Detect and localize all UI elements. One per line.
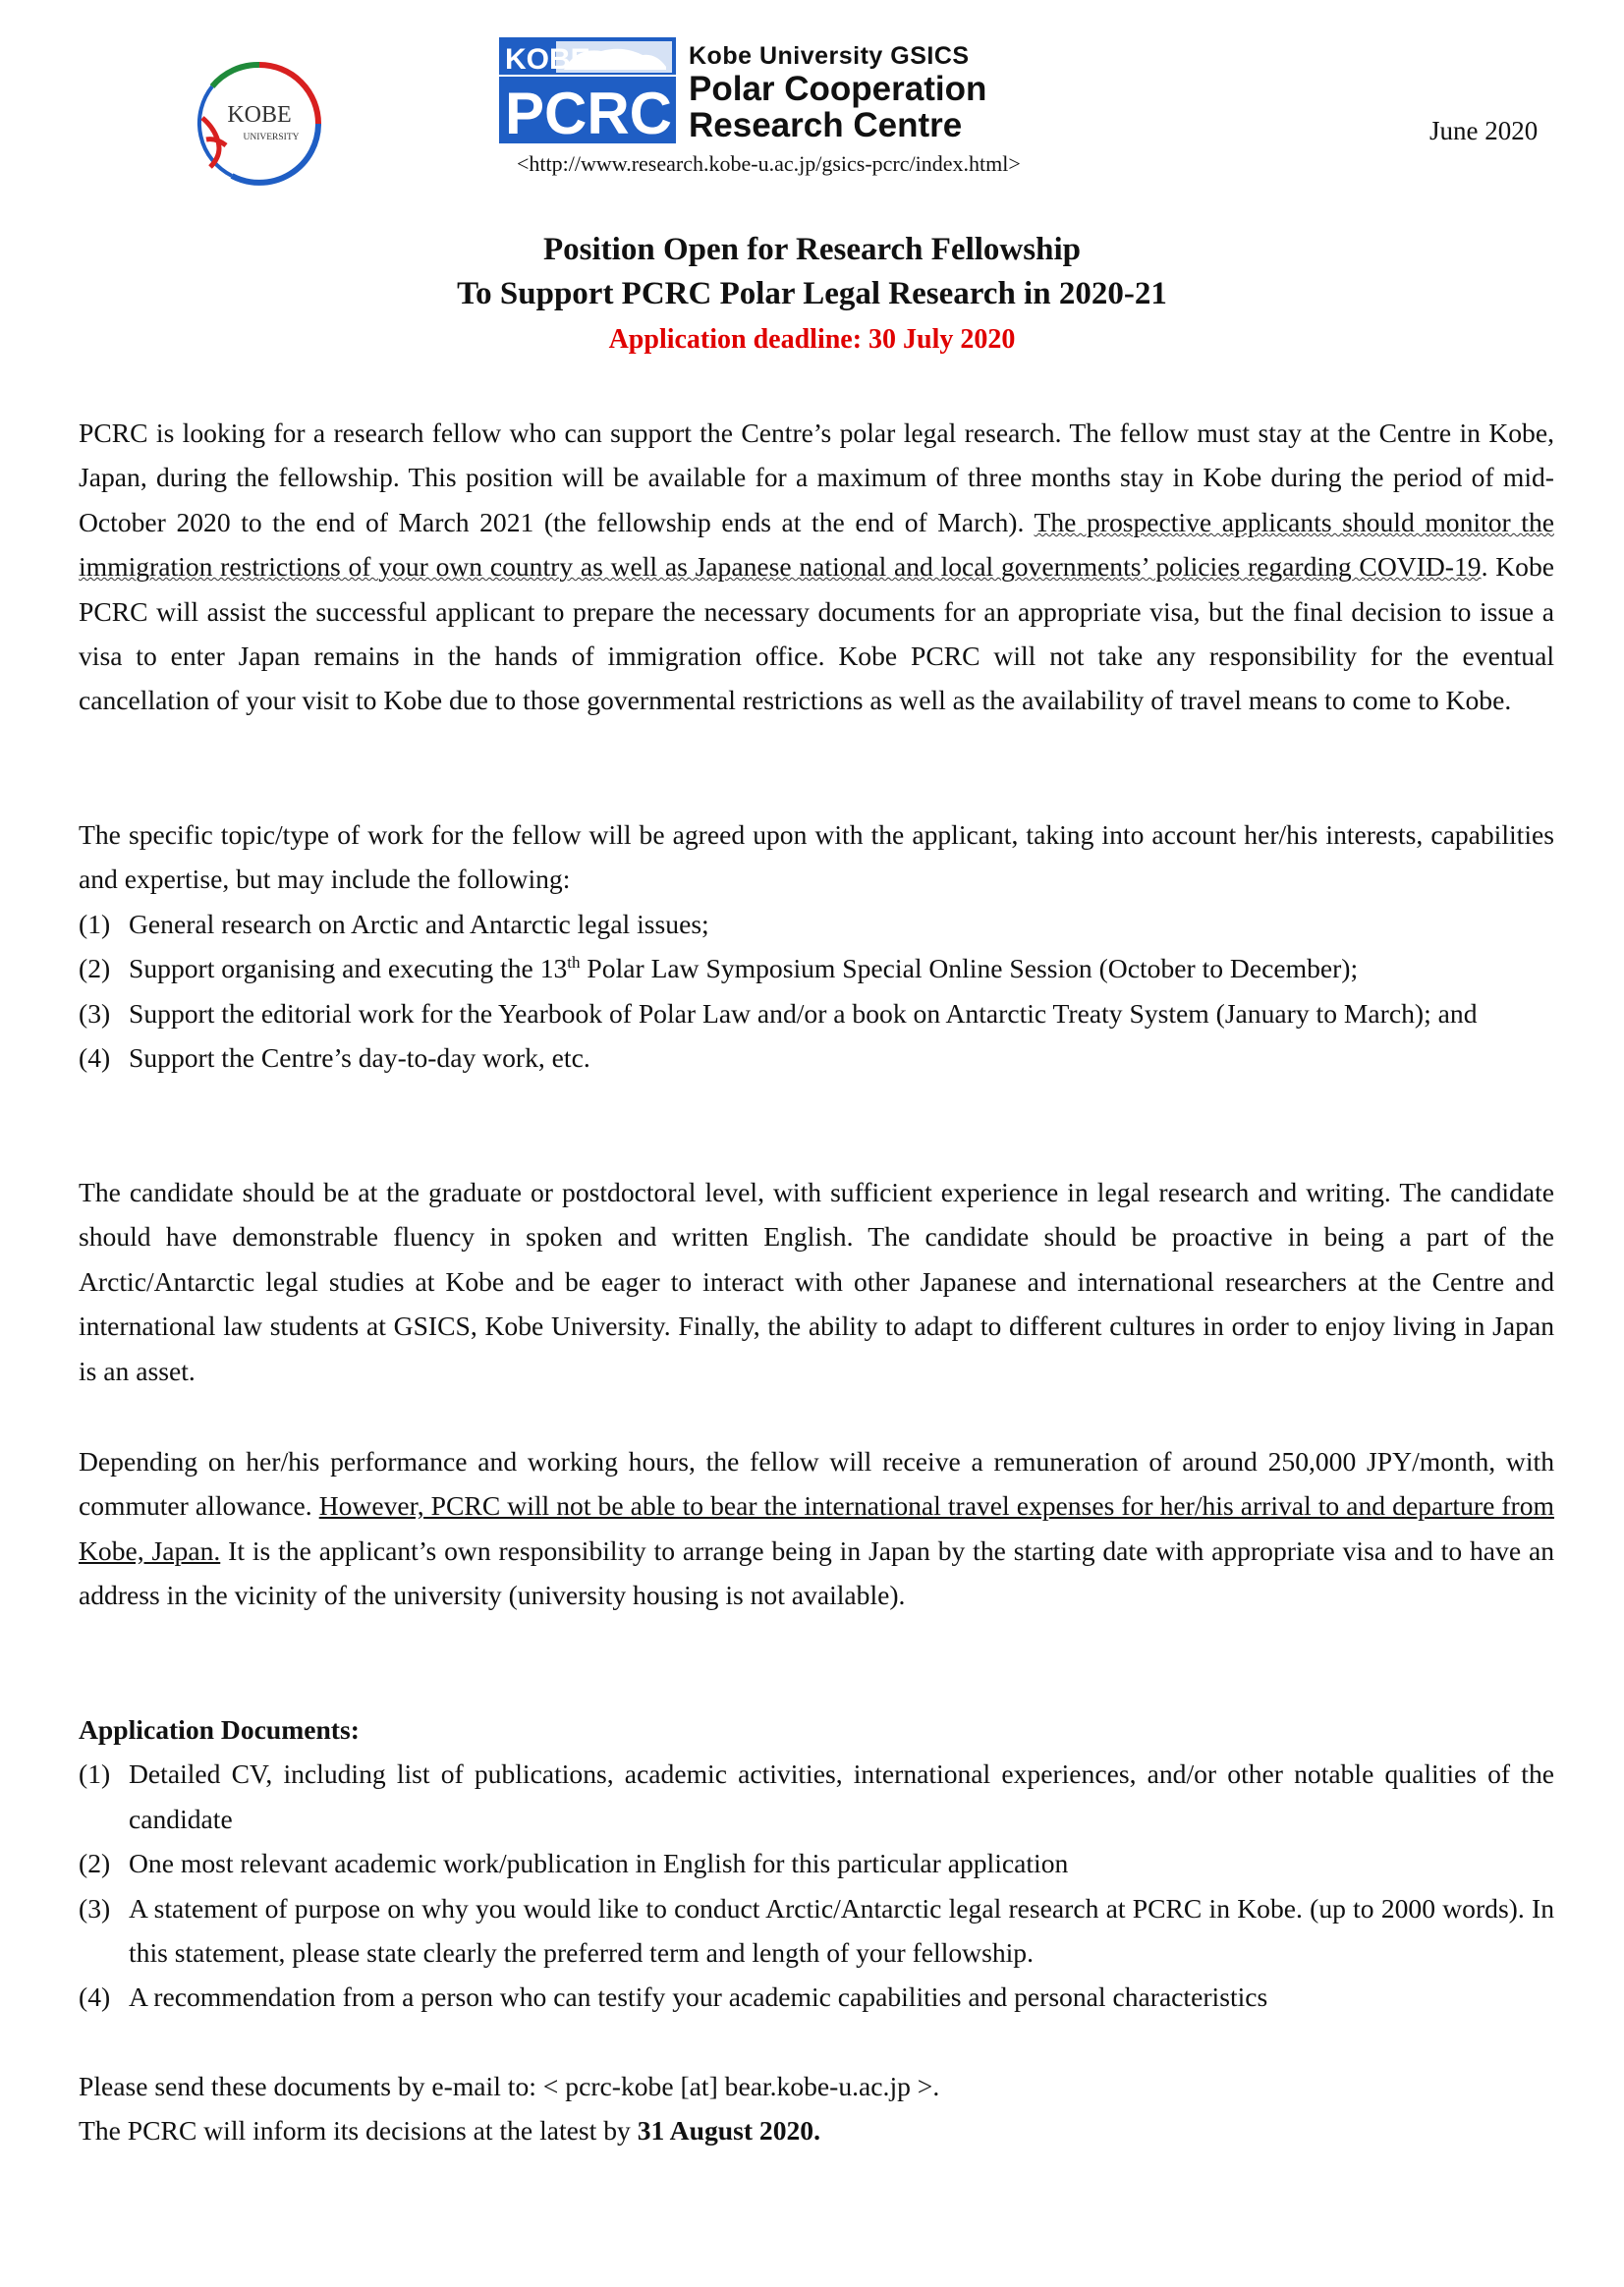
list-item-number: (2) (79, 953, 111, 984)
list-item (79, 1752, 1554, 1841)
application-documents-list (79, 1752, 1554, 2019)
list-item (79, 1035, 1554, 1080)
application-deadline: Application deadline: 30 July 2020 (608, 324, 1016, 355)
list-item-text: Detailed CV, including list of publications, academic activities, international experiences, and/or other notable qualities of the candidate (129, 1758, 1554, 1834)
list-item-text: Support organising and executing the 13 (129, 953, 568, 984)
pcrc-logo (499, 37, 676, 143)
list-item-text: A statement of purpose on why you would like to conduct Arctic/Antarctic legal research at PCRC in Kobe. (up to 2000 words). In this statement, please state clearly the preferred term and length of your fellowship. (129, 1892, 1554, 1969)
list-item (79, 1886, 1554, 1976)
covid-notice: The prospective applicants should monitor the immigration restrictions of your own country as well as Japanese national and local governments’ policies regarding COVID-19 (79, 506, 1554, 583)
application-documents-section (79, 1707, 1554, 2020)
list-item (79, 991, 1554, 1035)
application-documents-heading: Application Documents: (79, 1714, 360, 1745)
pcrc-url: <http://www.research.kobe-u.ac.jp/gsics-pcrc/index.html> (517, 151, 1021, 176)
document-date: June 2020 (1429, 116, 1539, 145)
org-subtitle: Kobe University GSICS (689, 42, 970, 70)
paragraph-intro (79, 411, 1554, 723)
list-item-text: Support the Centre’s day-to-day work, etc. (129, 1042, 590, 1074)
paragraph-work-topics (79, 812, 1554, 1080)
list-item-number: (2) (79, 1848, 111, 1879)
org-name-line1: Polar Cooperation (689, 70, 987, 108)
kobe-logo-text: KOBE (227, 102, 292, 128)
list-item (79, 1841, 1554, 1885)
decision-date: 31 August 2020. (637, 2115, 821, 2147)
list-item-number: (1) (79, 1758, 111, 1790)
kobe-university-logo (193, 57, 326, 191)
list-item-number: (3) (79, 1892, 111, 1924)
list-item-text: Support the editorial work for the Yearbook of Polar Law and/or a book on Antarctic Treaty System (January to March); and (129, 997, 1478, 1029)
decision-notice (79, 2108, 1554, 2152)
list-item-text: General research on Arctic and Antarctic legal issues; (129, 908, 709, 939)
pcrc-logo-bottom-text: PCRC (505, 81, 673, 143)
title-line2: To Support PCRC Polar Legal Research in 2020-21 (457, 276, 1167, 311)
paragraph-intro-part-a: PCRC is looking for a research fellow who can support the Centre’s polar legal research. The fellow must stay at the Centre in Kobe, Japan, during the fellowship. This position will be available for a maximum of three months stay in Kobe during the period of mid-October 2020 to the end of March 2021 (the fellowship ends at the end of March). (79, 418, 1554, 537)
remuneration-text-end: It is the applicant’s own responsibility to arrange being in Japan by the starting date with appropriate visa and to have an address in the vicinity of the university (university housing is not available). (79, 1534, 1554, 1611)
travel-expense-notice: However, PCRC will not be able to bear the international travel expenses for her/his arrival to and departure from Kobe, Japan. (79, 1490, 1554, 1566)
paragraph-candidate: The candidate should be at the graduate or postdoctoral level, with sufficient experience in legal research and writing. The candidate should have demonstrable fluency in spoken and written English. The candidate should be proactive in being a part of the Arctic/Antarctic legal studies at Kobe and be eager to interact with other Japanese and international researchers at the Centre and international law students at GSICS, Kobe University. Finally, the ability to adapt to different cultures in order to enjoy living in Japan is an asset. (79, 1177, 1554, 1386)
email-instruction: Please send these documents by e-mail to: < pcrc-kobe [at] bear.kobe-u.ac.jp >. (79, 2071, 940, 2101)
list-item-number: (4) (79, 1042, 111, 1074)
list-item-text: One most relevant academic work/publication in English for this particular application (129, 1848, 1069, 1879)
kobe-logo-subtext: UNIVERSITY (243, 133, 300, 142)
pcrc-org-text (689, 41, 986, 143)
list-item-number: (1) (79, 908, 111, 939)
decision-notice-text: The PCRC will inform its decisions at the latest by (79, 2115, 638, 2147)
paragraph-intro-part-c: . Kobe PCRC will assist the successful applicant to prepare the necessary documents for an appropriate visa, but the final decision to issue a visa to enter Japan remains in the hands of immigration office. Kobe PCRC will not take any responsibility for the eventual cancellation of your visit to Kobe due to those governmental restrictions as well as the availability of travel means to come to Kobe. (79, 551, 1554, 716)
list-item-text: A recommendation from a person who can testify your academic capabilities and personal characteristics (129, 1981, 1268, 2013)
closing-section (79, 2064, 1554, 2153)
org-name-line2: Research Centre (689, 106, 963, 144)
paragraph-remuneration (79, 1439, 1554, 1618)
list-item-text: Polar Law Symposium Special Online Session (October to December); (580, 953, 1359, 984)
pcrc-logo-top-text: KOBE (505, 43, 590, 76)
list-item-number: (4) (79, 1981, 111, 2013)
remuneration-text: Depending on her/his performance and working hours, the fellow will receive a remuneration of around 250,000 JPY/month, with commuter allowance. (79, 1446, 1554, 1522)
list-item (79, 902, 1554, 946)
list-item-number: (3) (79, 997, 111, 1029)
title-line1: Position Open for Research Fellowship (543, 232, 1081, 267)
pcrc-logo-block (499, 37, 1049, 147)
superscript: th (567, 953, 581, 973)
list-item (79, 1975, 1554, 2019)
list-item (79, 946, 1554, 990)
work-topics-intro: The specific topic/type of work for the fellow will be agreed upon with the applicant, taking into account her/his interests, capabilities and expertise, but may include the following: (79, 819, 1554, 895)
work-topics-list (79, 902, 1554, 1081)
